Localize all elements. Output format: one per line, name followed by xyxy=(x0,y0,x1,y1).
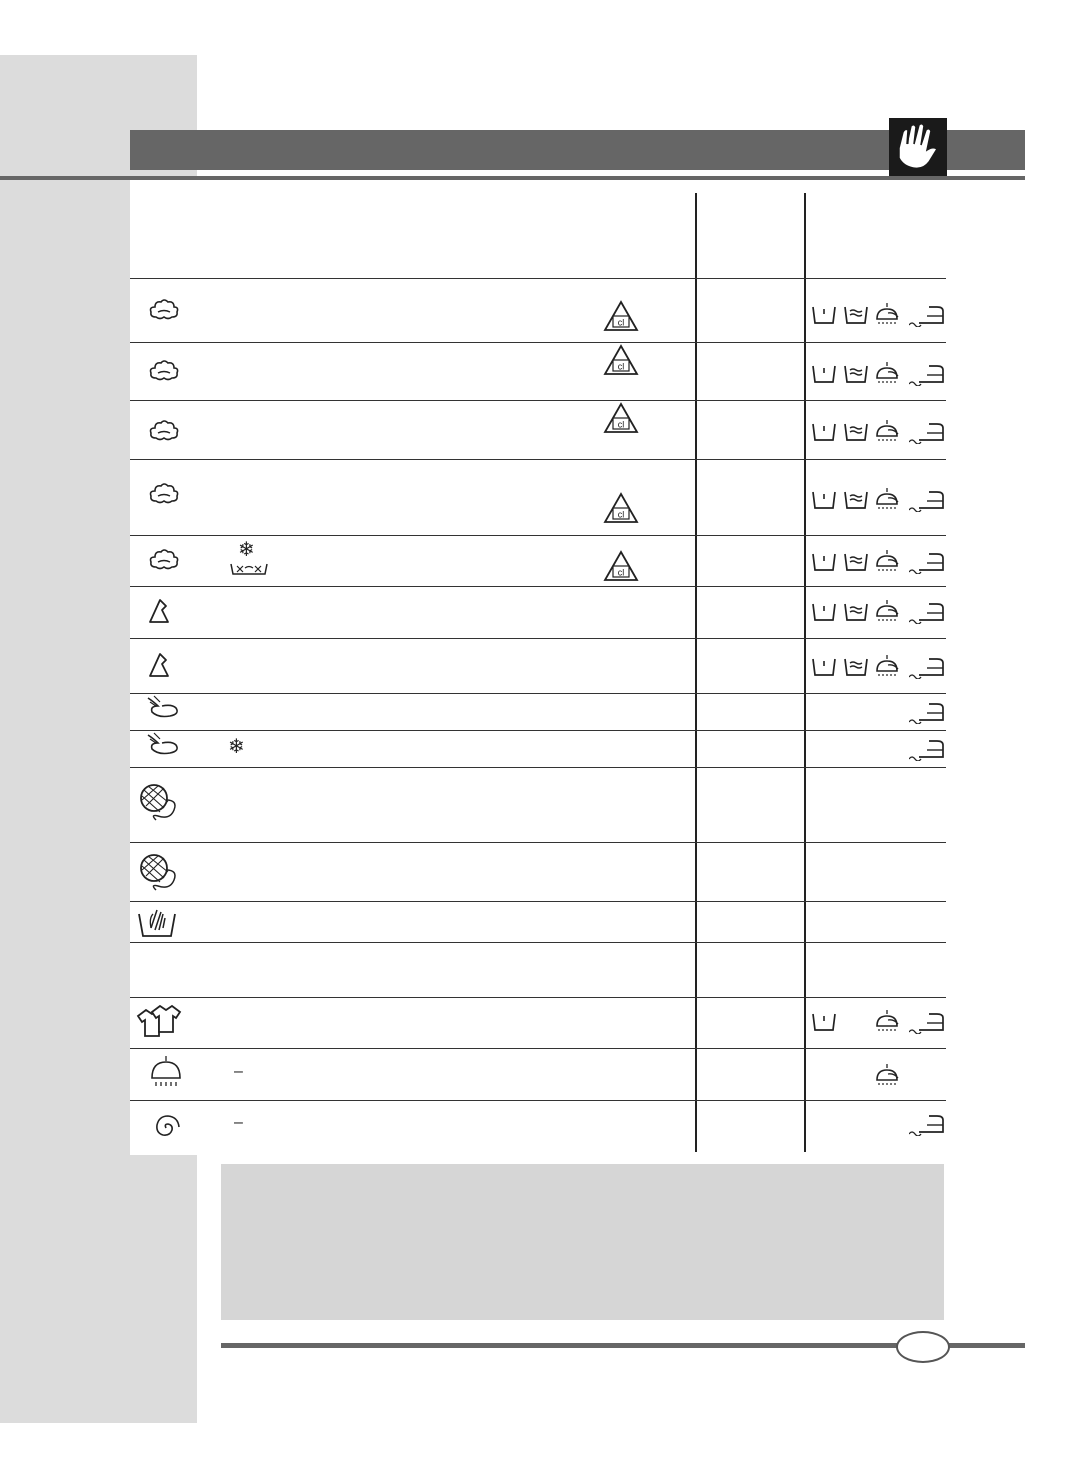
wash-tub-icon xyxy=(811,420,837,442)
bleach-icon xyxy=(603,344,639,378)
wash-tub-icon xyxy=(811,362,837,384)
row-rule xyxy=(130,535,946,536)
row-rule xyxy=(130,400,946,401)
hand-wash-icon xyxy=(137,904,179,940)
cotton-icon xyxy=(148,547,182,573)
bleach-icon xyxy=(603,300,639,334)
bleach-icon xyxy=(603,492,639,526)
row-rule xyxy=(130,767,946,768)
wash-gentle-icon xyxy=(843,420,869,442)
wash-gentle-icon xyxy=(843,362,869,384)
iron-icon xyxy=(909,550,947,574)
cotton-icon xyxy=(148,358,182,384)
wash-gentle-icon xyxy=(843,550,869,572)
wash-tub-icon xyxy=(811,600,837,622)
tumble-dry-icon xyxy=(874,1010,902,1032)
delicate-icon xyxy=(146,731,184,761)
row-rule xyxy=(130,1100,946,1101)
header-row-rule xyxy=(130,278,946,279)
iron-icon xyxy=(909,488,947,512)
tumble-dry-icon xyxy=(874,550,902,572)
iron-icon xyxy=(909,303,947,327)
spin-icon xyxy=(148,1110,184,1144)
tumble-dry-icon xyxy=(874,600,902,622)
column-divider xyxy=(804,193,806,1152)
shirts-icon xyxy=(136,1002,190,1040)
bleach-icon xyxy=(603,402,639,436)
cotton-icon xyxy=(148,297,182,323)
page-number-oval xyxy=(896,1331,950,1363)
tumble-dry-icon xyxy=(874,655,902,677)
tumble-dry-icon xyxy=(874,362,902,384)
iron-icon xyxy=(909,1112,947,1136)
row-rule xyxy=(130,997,946,998)
iron-icon xyxy=(909,737,947,761)
row-rule xyxy=(130,459,946,460)
wash-gentle-icon xyxy=(843,655,869,677)
dash-mark: – xyxy=(234,1114,243,1131)
snowflake-icon: ❄ xyxy=(238,539,255,561)
note-box xyxy=(221,1164,944,1320)
wash-gentle-icon xyxy=(843,600,869,622)
wool-icon xyxy=(138,850,182,896)
synthetic-icon xyxy=(146,650,174,680)
wash-tub-icon xyxy=(811,303,837,325)
row-rule xyxy=(130,730,946,731)
wash-gentle-icon xyxy=(843,488,869,510)
cotton-icon xyxy=(148,418,182,444)
wash-gentle-icon xyxy=(843,303,869,325)
row-rule xyxy=(130,342,946,343)
row-rule xyxy=(130,1048,946,1049)
iron-icon xyxy=(909,420,947,444)
hand-icon xyxy=(889,118,947,176)
tumble-dry-icon xyxy=(874,420,902,442)
synthetic-icon xyxy=(146,596,174,626)
wash-tub-icon xyxy=(811,1010,837,1032)
iron-icon xyxy=(909,362,947,386)
row-rule xyxy=(130,842,946,843)
wash-tub-icon xyxy=(811,655,837,677)
cotton-icon xyxy=(148,481,182,507)
snowflake-icon: ❄ xyxy=(228,736,245,758)
tumble-dry-icon xyxy=(874,303,902,325)
cold-wash-icon xyxy=(229,562,269,578)
iron-icon xyxy=(909,1010,947,1034)
column-divider xyxy=(695,193,697,1152)
tumble-dry-icon xyxy=(874,1064,902,1086)
iron-icon xyxy=(909,700,947,724)
wash-tub-icon xyxy=(811,550,837,572)
row-rule xyxy=(130,586,946,587)
row-rule xyxy=(130,901,946,902)
row-rule xyxy=(130,693,946,694)
iron-icon xyxy=(909,655,947,679)
row-rule xyxy=(130,638,946,639)
iron-icon xyxy=(909,600,947,624)
row-rule xyxy=(130,942,946,943)
delicate-icon xyxy=(146,694,184,724)
dryer-icon xyxy=(148,1054,184,1090)
wool-icon xyxy=(138,780,182,826)
wash-tub-icon xyxy=(811,488,837,510)
bleach-icon xyxy=(603,550,639,584)
dash-mark: – xyxy=(234,1063,243,1080)
tumble-dry-icon xyxy=(874,488,902,510)
